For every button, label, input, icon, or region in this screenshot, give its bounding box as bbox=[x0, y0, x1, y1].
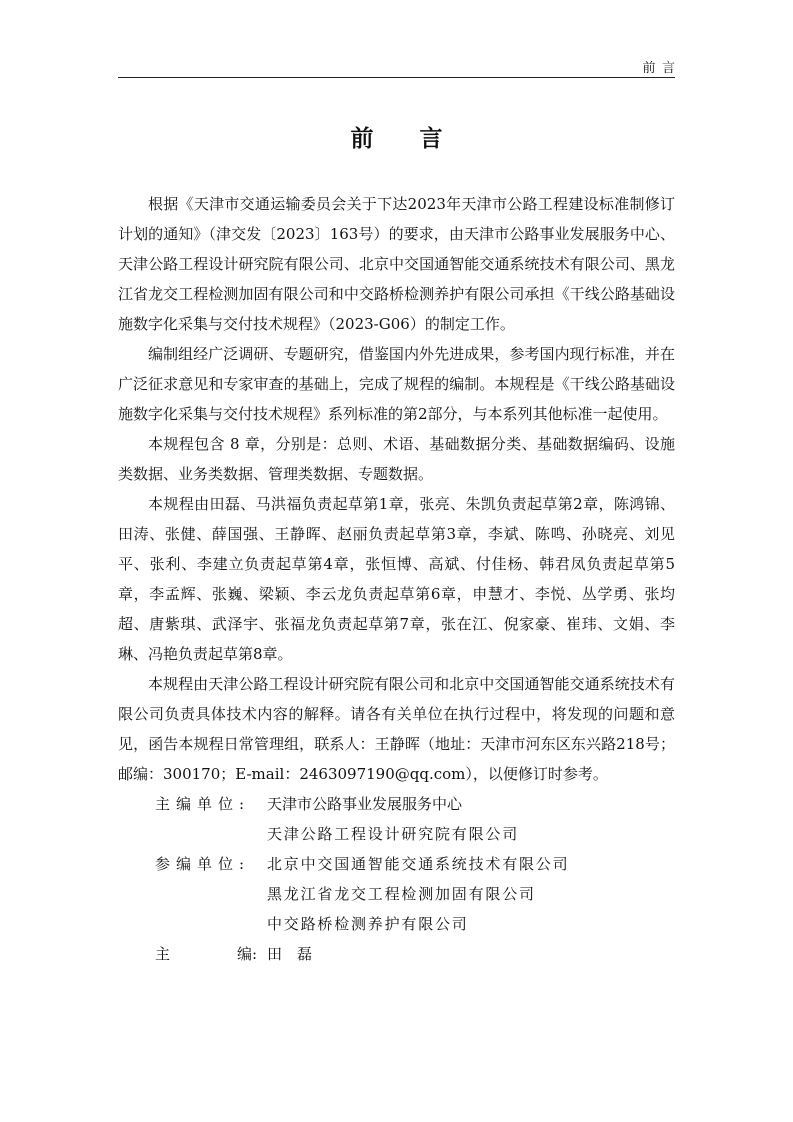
chief-editor-label-right: 编: bbox=[236, 945, 257, 963]
participating-units-list bbox=[267, 849, 675, 939]
paragraph: 编制组经广泛调研、专题研究，借鉴国内外先进成果，参考国内现行标准，并在广泛征求意见和专家审查的基础上，完成了规程的编制。本规程是《干线公路基础设施数字化采集与交付技术规程》系列标准的第2部分，与本系列其他标准一起使用。 bbox=[118, 345, 675, 423]
chief-units-list bbox=[267, 789, 675, 849]
running-header: 前言 bbox=[642, 61, 682, 76]
participating-units-label: 参编单位: bbox=[155, 855, 251, 873]
participating-units-row bbox=[118, 849, 675, 939]
document-body bbox=[118, 189, 675, 969]
paragraph: 本规程包含 8 章，分别是：总则、术语、基础数据分类、基础数据编码、设施类数据、业务类数据、管理类数据、专题数据。 bbox=[118, 435, 675, 483]
paragraph: 本规程由天津公路工程设计研究院有限公司和北京中交国通智能交通系统技术有限公司负责具体技术内容的解释。请各有关单位在执行过程中，将发现的问题和意见，函告本规程日常管理组，联系人：王静晖（地址：天津市河东区东兴路218号；邮编：300170；E-mail：2463097190@qq.com），以便修订时参考。 bbox=[118, 675, 675, 783]
chief-editor: 田磊 bbox=[267, 945, 328, 963]
chief-editor-label-left: 主 bbox=[155, 945, 171, 963]
chief-editor-list bbox=[267, 939, 675, 969]
chief-unit: 天津公路工程设计研究院有限公司 bbox=[267, 825, 520, 843]
chief-units-label: 主编单位: bbox=[155, 795, 251, 813]
participating-unit: 黑龙江省龙交工程检测加固有限公司 bbox=[267, 885, 536, 903]
page-title: 前言 bbox=[350, 125, 489, 152]
chief-unit: 天津市公路事业发展服务中心 bbox=[267, 795, 463, 813]
credits-block bbox=[118, 789, 675, 969]
chief-units-row bbox=[118, 789, 675, 849]
participating-unit: 北京中交国通智能交通系统技术有限公司 bbox=[267, 855, 570, 873]
paragraph: 根据《天津市交通运输委员会关于下达2023年天津市公路工程建设标准制修订计划的通知》（津交发〔2023〕163号）的要求，由天津市公路事业发展服务中心、天津公路工程设计研究院有限公司、北京中交国通智能交通系统技术有限公司、黑龙江省龙交工程检测加固有限公司和中交路桥检测养护有限公司承担《干线公路基础设施数字化采集与交付技术规程》（2023-G06）的制定工作。 bbox=[118, 195, 675, 333]
paragraph: 本规程由田磊、马洪福负责起草第1章，张亮、朱凯负责起草第2章，陈鸿锦、田涛、张健、薛国强、王静晖、赵丽负责起草第3章，李斌、陈鸣、孙晓亮、刘见平、张利、李建立负责起草第4章，张恒博、高斌、付佳杨、韩君凤负责起草第5章，李孟辉、张巍、梁颖、李云龙负责起草第6章，申慧才、李悦、丛学勇、张均超、唐紫琪、武泽宇、张福龙负责起草第7章，张在江、倪家豪、崔玮、文娟、李琳、冯艳负责起草第8章。 bbox=[118, 495, 675, 663]
chief-editor-row bbox=[118, 939, 675, 969]
participating-unit: 中交路桥检测养护有限公司 bbox=[267, 915, 469, 933]
header-rule bbox=[118, 77, 675, 78]
chief-editor-label bbox=[118, 939, 267, 969]
